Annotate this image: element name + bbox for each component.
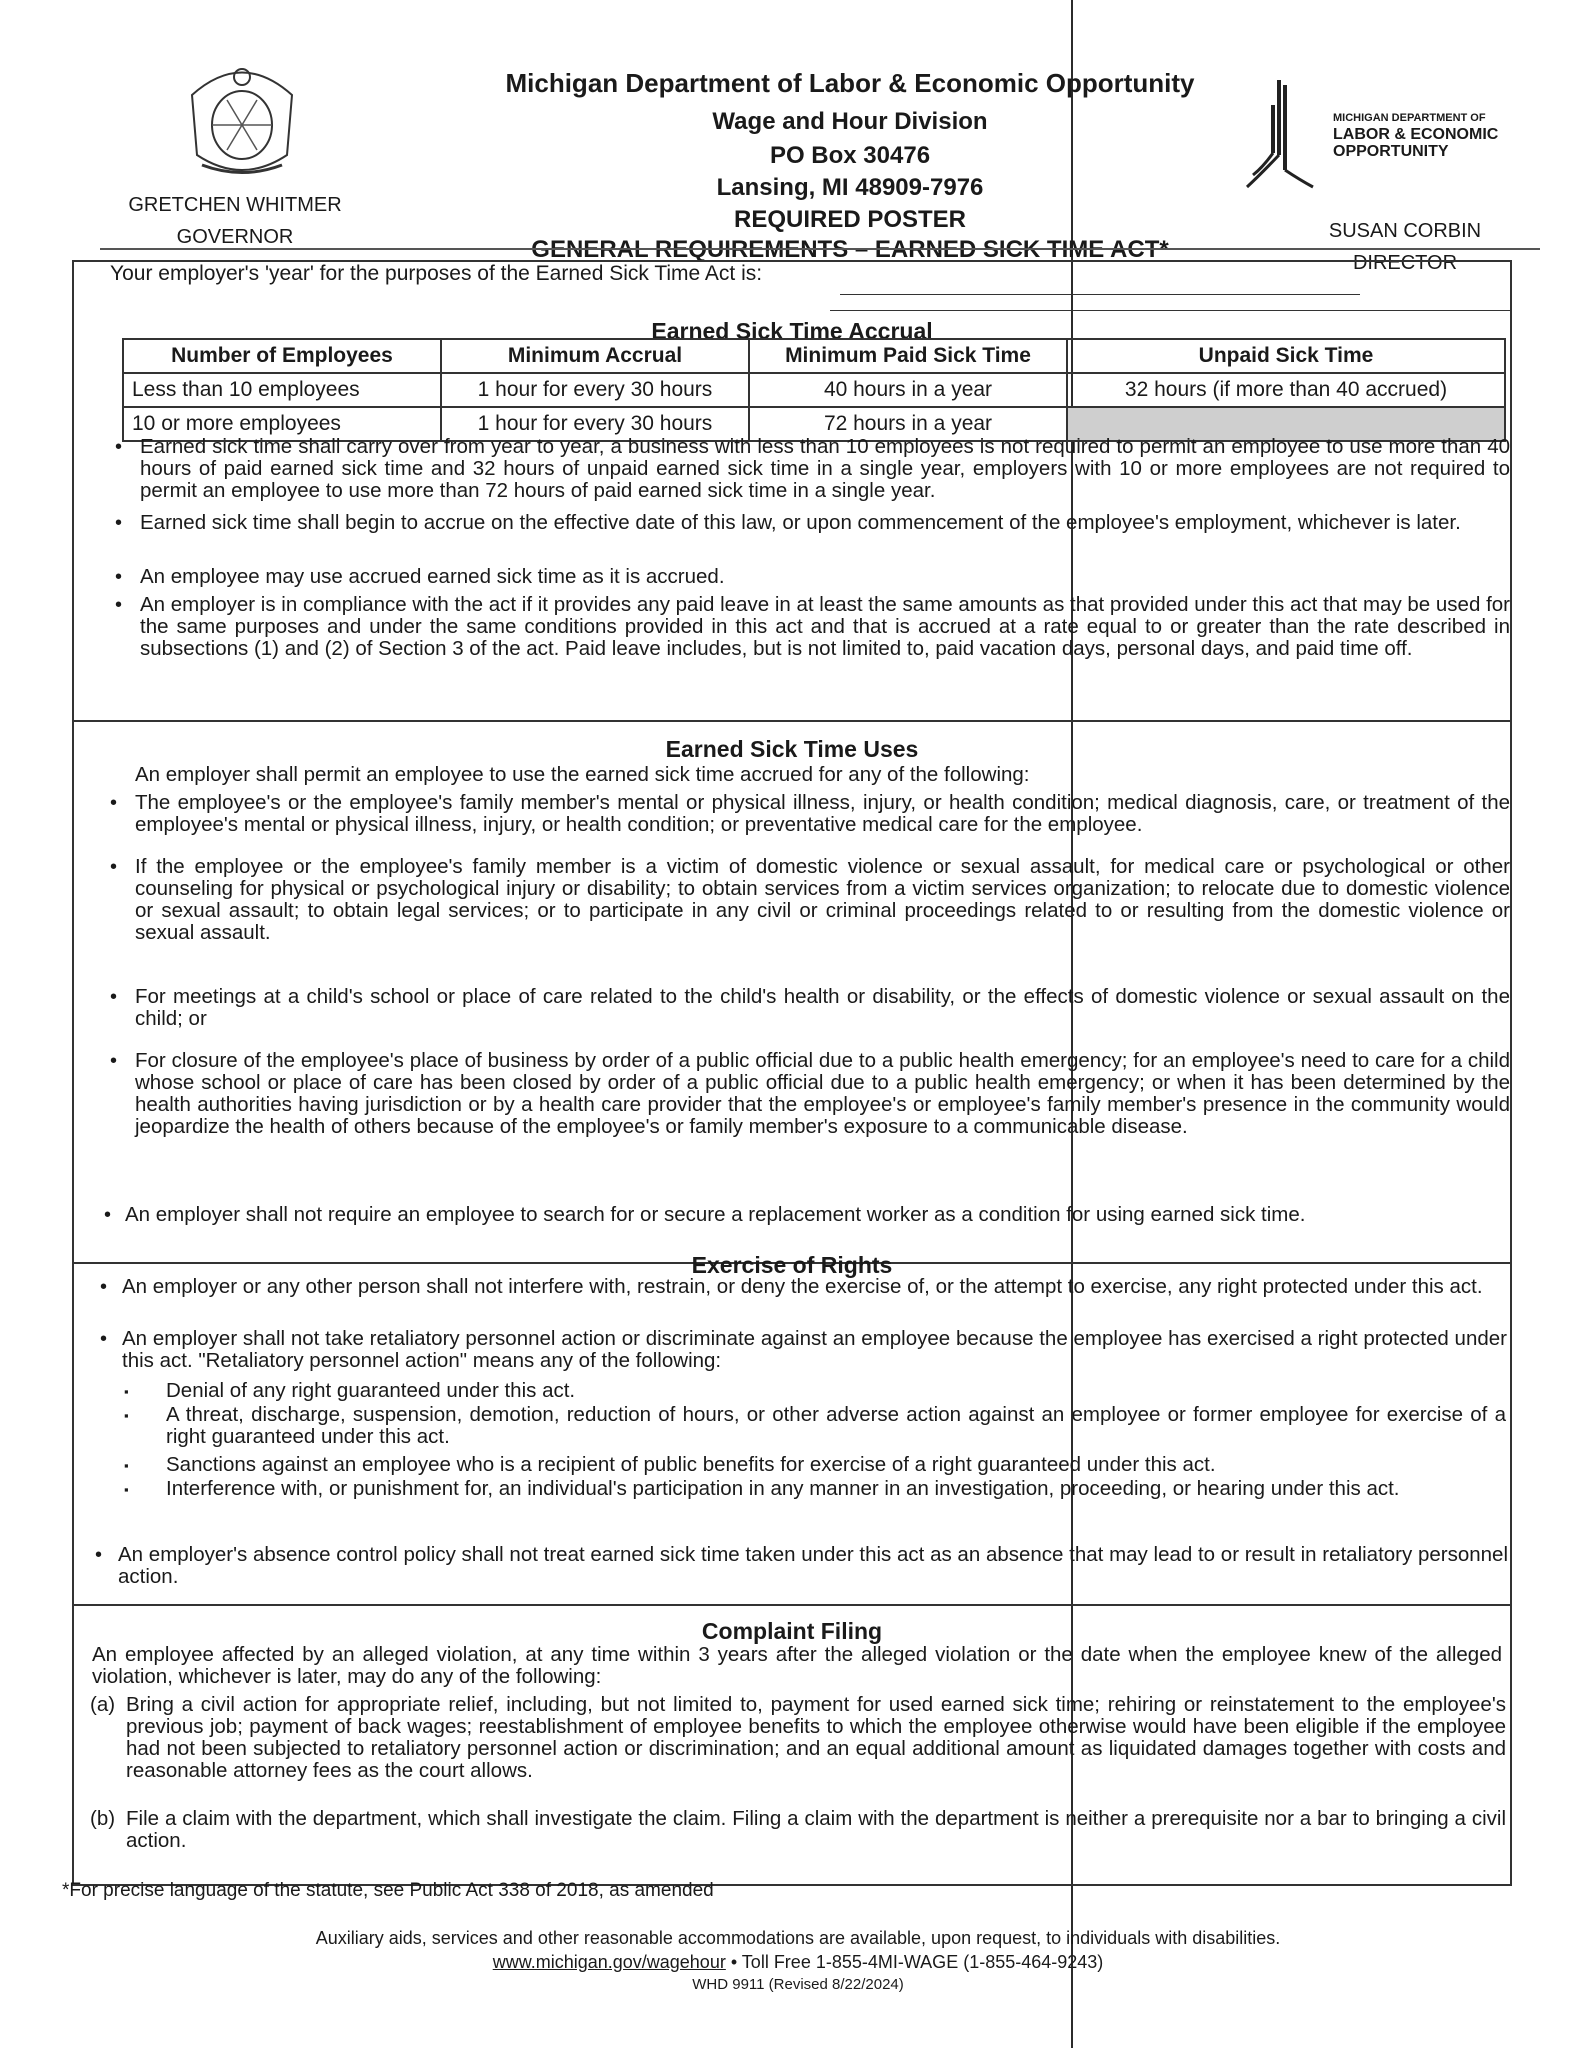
bullet-icon: • <box>110 986 118 1008</box>
complaint-section-title: Complaint Filing <box>701 1618 883 1644</box>
accrual-bullet-begin: Earned sick time shall begin to accrue on the effective date of this law, or upon commencement of the employee's employment, whichever is later. <box>140 511 1461 534</box>
agency-name-line2: OPPORTUNITY <box>1333 143 1449 160</box>
rights-bullet-absence: An employer's absence control policy shall not treat earned sick time taken under this act as an absence that may lead to or result in retaliatory personnel action. <box>118 1543 1508 1588</box>
table-cell: Less than 10 employees <box>123 373 441 407</box>
square-bullet-icon: ▪ <box>124 1384 129 1399</box>
table-cell: 10 or more employees <box>123 407 441 441</box>
bullet-icon: • <box>110 856 118 878</box>
leo-logo-icon <box>1245 75 1315 195</box>
bullet-icon: • <box>100 1328 108 1350</box>
employer-year-fill-line <box>840 294 1360 295</box>
michigan-seal-icon <box>182 55 302 185</box>
accrual-bullet-carryover: Earned sick time shall carry over from year to year, a business with less than 10 employees is not required to permit an employee to use more than 40 hours of paid earned sick time and 32 hours of unpaid earned sick time in a single year, employers with 10 or more employees are not required to permit an employee to use more than 72 hours of paid earned sick time in a single year. <box>140 435 1510 502</box>
rights-sub-denial: Denial of any right guaranteed under this act. <box>166 1379 576 1402</box>
accrual-bullet-use: An employee may use accrued earned sick time as it is accrued. <box>140 565 725 588</box>
footer-accommodations: Auxiliary aids, services and other reasonable accommodations are available, upon request, to individuals with disabilities. <box>315 1928 1281 1948</box>
bullet-icon: • <box>115 512 123 534</box>
section-divider <box>72 720 1512 722</box>
agency-small-text: MICHIGAN DEPARTMENT OF <box>1333 112 1486 124</box>
table-cell: 40 hours in a year <box>749 373 1067 407</box>
table-cell: 1 hour for every 30 hours <box>441 407 749 441</box>
rights-bullet-retaliation: An employer shall not take retaliatory personnel action or discriminate against an employee because the employee has exercised a right protected under this act. "Retaliatory personnel action" means any of the following: <box>122 1327 1507 1372</box>
col-unpaid: Unpaid Sick Time <box>1067 339 1505 373</box>
table-cell: 32 hours (if more than 40 accrued) <box>1067 373 1505 407</box>
complaint-intro: An employee affected by an alleged violation, at any time within 3 years after the alleged violation or the date when the employee knew of the alleged violation, whichever is later, may do any of the following: <box>92 1643 1502 1688</box>
table-row <box>123 373 1505 407</box>
header-department: Michigan Department of Labor & Economic Opportunity <box>505 68 1195 98</box>
statute-footnote: *For precise language of the statute, see Public Act 338 of 2018, as amended <box>62 1880 714 1901</box>
bullet-icon: • <box>100 1276 108 1298</box>
header-po-box: PO Box 30476 <box>769 142 931 169</box>
rights-sub-threat: A threat, discharge, suspension, demotion, reduction of hours, or other adverse action against an employee or former employee for exercise of a right guaranteed under this act. <box>166 1403 1506 1448</box>
section-divider <box>72 1604 1512 1606</box>
governor-name: GRETCHEN WHITMER <box>128 194 342 216</box>
employer-year-fill-line-2 <box>830 310 1510 311</box>
header-city: Lansing, MI 48909-7976 <box>716 174 984 201</box>
bullet-icon: • <box>115 436 123 458</box>
bullet-icon: • <box>104 1204 112 1226</box>
square-bullet-icon: ▪ <box>124 1408 129 1423</box>
complaint-b-label: (b) <box>90 1807 116 1830</box>
col-minimum-accrual: Minimum Accrual <box>441 339 749 373</box>
rights-sub-sanctions: Sanctions against an employee who is a recipient of public benefits for exercise of a right guaranteed under this act. <box>166 1453 1216 1476</box>
uses-bullet-school: For meetings at a child's school or place of care related to the child's health or disability, or the effects of domestic violence or sexual assault on the child; or <box>135 985 1510 1030</box>
uses-bullet-replacement: An employer shall not require an employee to search for or secure a replacement worker as a condition for using earned sick time. <box>125 1203 1306 1226</box>
accrual-table <box>122 338 1506 442</box>
rights-sub-interference: Interference with, or punishment for, an individual's participation in any manner in an investigation, proceeding, or hearing under this act. <box>166 1477 1400 1500</box>
bullet-icon: • <box>110 792 118 814</box>
complaint-a-label: (a) <box>90 1693 116 1716</box>
uses-bullet-domestic-violence: If the employee or the employee's family member is a victim of domestic violence or sexual assault, for medical care or psychological or other counseling for physical or psychological injury or disability; to obtain services from a victim services organization; to relocate due to domestic violence or sexual assault; to obtain legal services; or to participate in any civil or criminal proceedings related to or resulting from the domestic violence or sexual assault. <box>135 855 1510 944</box>
rights-section-title: Exercise of Rights <box>691 1252 893 1278</box>
complaint-b-text: File a claim with the department, which shall investigate the claim. Filing a claim with the department is neither a prerequisite nor a bar to bringing a civil action. <box>126 1807 1506 1852</box>
header-required-poster: REQUIRED POSTER <box>733 206 967 233</box>
uses-bullet-illness: The employee's or the employee's family member's mental or physical illness, injury, or health condition; medical diagnosis, care, or treatment of the employee's mental or physical illness, injury, or health condition; or preventative medical care for the employee. <box>135 791 1510 836</box>
footer-phone: • Toll Free 1-855-4MI-WAGE (1-855-464-9243) <box>725 1952 1104 1972</box>
governor-title: GOVERNOR <box>176 226 294 248</box>
rights-bullet-interfere: An employer or any other person shall not interfere with, restrain, or deny the exercise of, or the attempt to exercise, any right protected under this act. <box>122 1275 1483 1298</box>
footer-contact <box>0 1952 1596 1973</box>
header-poster-title: GENERAL REQUIREMENTS – EARNED SICK TIME ACT* <box>531 236 1169 263</box>
bullet-icon: • <box>95 1544 103 1566</box>
header-division: Wage and Hour Division <box>712 108 988 135</box>
uses-intro: An employer shall permit an employee to use the earned sick time accrued for any of the following: <box>135 763 1030 786</box>
square-bullet-icon: ▪ <box>124 1482 129 1497</box>
bullet-icon: • <box>110 1050 118 1072</box>
uses-bullet-closure: For closure of the employee's place of business by order of a public official due to a public health emergency; for an employee's need to care for a child whose school or place of care has been closed by order of a public official due to a public health emergency; or when it has been determined by the health authorities having jurisdiction or by a health care provider that the employee's or employee's family member's presence in the community would jeopardize the health of others because of the employee's or family member's exposure to a communicable disease. <box>135 1049 1510 1138</box>
employer-year-prompt: Your employer's 'year' for the purposes of the Earned Sick Time Act is: <box>110 262 763 285</box>
director-title: DIRECTOR <box>1352 252 1458 274</box>
col-number-of-employees: Number of Employees <box>123 339 441 373</box>
table-cell: 72 hours in a year <box>749 407 1067 441</box>
complaint-a-text: Bring a civil action for appropriate relief, including, but not limited to, payment for used earned sick time; rehiring or reinstatement to the employee's previous job; payment of back wages; reestablishment of employee benefits to which the employee otherwise would have been eligible if the employee had not been subjected to retaliatory personnel action or discrimination; and an equal additional amount as liquidated damages together with costs and reasonable attorney fees as the court allows. <box>126 1693 1506 1782</box>
director-name: SUSAN CORBIN <box>1328 220 1482 242</box>
uses-section-title: Earned Sick Time Uses <box>665 736 919 762</box>
agency-name-line1: LABOR & ECONOMIC <box>1333 126 1499 143</box>
bullet-icon: • <box>115 566 123 588</box>
square-bullet-icon: ▪ <box>124 1458 129 1473</box>
accrual-bullet-compliance: An employer is in compliance with the act if it provides any paid leave in at least the same amounts as that provided under this act that may be used for the same purposes and under the same conditions provided in this act and that is accrued at a rate equal to or greater than the rate described in subsections (1) and (2) of Section 3 of the act. Paid leave includes, but is not limited to, paid vacation days, personal days, and paid time off. <box>140 593 1510 660</box>
bullet-icon: • <box>115 594 123 616</box>
table-cell: 1 hour for every 30 hours <box>441 373 749 407</box>
accrual-table-header <box>123 339 1505 373</box>
accrual-section-title: Earned Sick Time Accrual <box>651 318 933 344</box>
wagehour-link[interactable]: www.michigan.gov/wagehour <box>492 1952 726 1972</box>
footer-form-number: WHD 9911 (Revised 8/22/2024) <box>692 1976 904 1993</box>
col-minimum-paid: Minimum Paid Sick Time <box>749 339 1067 373</box>
